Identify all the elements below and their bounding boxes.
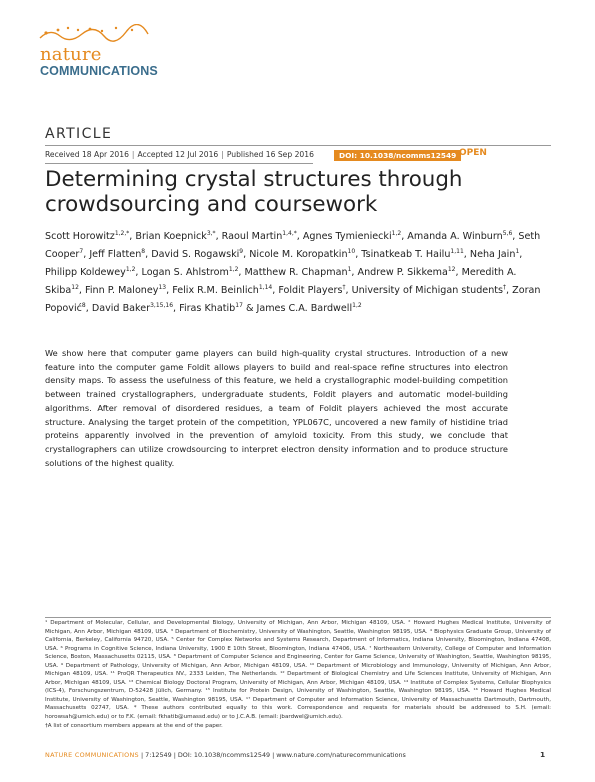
article-title: Determining crystal structures through crowdsourcing and coursework [45,167,463,217]
author-name: Zoran Popović [45,285,541,314]
author-affiliation: 1,2 [125,265,136,273]
author-affiliation: 1,2 [391,229,402,237]
open-access-label: OPEN [459,148,487,158]
published-date: Published 16 Sep 2016 [226,150,314,159]
author-name: Scott Horowitz [45,231,115,242]
author-name: Seth Cooper [45,231,541,260]
author-name: Jeff Flatten [89,249,142,260]
author-name: Brian Koepnick [135,231,207,242]
footnote-rule [45,617,551,618]
article-type-label: ARTICLE [45,126,113,142]
author-name: Logan S. Ahlstrom [141,267,229,278]
author-affiliation: 12 [71,283,79,291]
logo-communications: COMMUNICATIONS [40,64,158,78]
author-name: Andrew P. Sikkema [357,267,448,278]
author-affiliation: 5,6 [502,229,513,237]
author-name: Firas Khatib [179,303,236,314]
author-affiliation: 3,* [206,229,216,237]
author-name: Philipp Koldewey [45,267,126,278]
article-dates [45,150,314,159]
author-name: David S. Rogawski [151,249,240,260]
footer-journal-name: NATURE COMMUNICATIONS [45,751,139,759]
author-name: Meredith A. Skiba [45,267,517,296]
accepted-date: Accepted 12 Jul 2016 [137,150,219,159]
logo-nature: nature [40,44,102,65]
page-footer [45,751,406,759]
author-affiliation: 1 [347,265,352,273]
received-date: Received 18 Apr 2016 [45,150,129,159]
page-number: 1 [540,750,546,759]
author-affiliation: 1,14 [258,283,273,291]
author-affiliation: 12 [447,265,456,273]
author-name: Agnes Tymieniecki [302,231,392,242]
author-list: Scott Horowitz$^{1,2,*}$, Brian Koepnick$^{3,*}$, Raoul Martin$^{1,4,*}$, Agnes Tymieniecki$^{1,2}$, Amanda A. Winburn$^{5,6}$, Seth Cooper$^7$, Jeff Flatten$^8$, David S. Rogawski$^9$, Nicole M. Koropatkin$^{10}$, Tsinatkeab T. Hailu$^{1,11}$, Neha Jain$^1$, Philipp Koldewey$^{1,2}$, Logan S. Ahlstrom$^{1,2}$, Matthew R. Chapman$^1$, Andrew P. Sikkema$^{12}$, Meredith A. Skiba$^{12}$, Finn P. Maloney$^{13}$, Felix R.M. Beinlich$^{1,14}$, Foldit Players†, University of Michigan students†, Zoran Popović$^8$, David Baker$^{3,15,16}$, Firas Khatib$^{17}$ & James C.A. Bardwell$^{1,2}$ [45,229,541,314]
author-name: James C.A. Bardwell [256,303,353,314]
author-name: Nicole M. Koropatkin [249,249,348,260]
author-name: Raoul Martin [221,231,283,242]
affiliations-footnote: ¹ Department of Molecular, Cellular, and Developmental Biology, University of Michigan, Ann Arbor, Michigan 48109, USA. ² Howard Hughes Medical Institute, University of Michigan, Ann Arbor, Michigan 48109, USA. ³ Department of Biochemistry, University of Washington, Seattle, Washington 98195, USA. ⁴ Biophysics Graduate Group, University of California, Berkeley, California 94720, USA. ⁵ Center for Complex Networks and Systems Research, Department of Informatics, Indiana University, Bloomington, Indiana 47408, USA. ⁶ Programs in Cognitive Science, Indiana University, 1900 E 10th Street, Bloomington, Indiana 47406, USA. ⁷ Northeastern University, College of Computer and Information Science, Boston, Massachusetts 02115, USA. ⁸ Department of Computer Science and Engineering, Center for Game Science, University of Washington, Seattle, Washington 98195, USA. ⁹ Department of Pathology, University of Michigan, Ann Arbor, Michigan 48109, USA. ¹⁰ Department of Microbiology and Immunology, University of Michigan, Ann Arbor, Michigan 48109, USA. ¹¹ ProQR Therapeutics NV., 2333 Leiden, The Netherlands. ¹² Department of Biological Chemistry and Life Sciences Institute, University of Michigan, Ann Arbor, Michigan 48109, USA. ¹³ Chemical Biology Doctoral Program, University of Michigan, Ann Arbor, Michigan 48109, USA. ¹⁴ Institute of Complex Systems, Cellular Biophysics (ICS-4), Forschungszentrum, D-52428 Jülich, Germany. ¹⁵ Institute for Protein Design, University of Washington, Seattle, Washington 98195, USA. ¹⁶ Howard Hughes Medical Institute, University of Washington, Seattle, Washington 98195, USA. ¹⁷ Department of Computer and Information Science, University of Massachusetts Dartmouth, Dartmouth, Massachusetts 02747, USA. * These authors contributed equally to this work. Correspondence and requests for materials should be addressed to S.H. (email: horowsah@umich.edu) or to F.K. (email: fkhatib@umassd.edu) or to J.C.A.B. (email: jbardwel@umich.edu). [45,620,551,721]
author-affiliation: 1,11 [450,247,464,255]
author-name: Amanda A. Winburn [407,231,503,242]
author-affiliation: 1,4,* [282,229,297,237]
author-affiliation: † [503,283,507,291]
meta-rule [45,163,313,164]
author-affiliation: 7 [79,247,84,255]
author-name: Matthew R. Chapman [244,267,348,278]
author-affiliation: 10 [347,247,356,255]
header-rule [45,145,551,146]
author-affiliation: 8 [141,247,146,255]
date-separator: | [221,150,224,159]
author-affiliation: 13 [158,283,167,291]
author-name: David Baker [91,303,151,314]
author-affiliation: 3,15,16 [150,301,174,309]
author-affiliation: 1,2,* [114,229,130,237]
author-affiliation: 8 [81,301,86,309]
date-separator: | [131,150,135,159]
author-name: Neha Jain [469,249,516,260]
author-affiliation: 9 [239,247,244,255]
author-name: Tsinatkeab T. Hailu [361,249,451,260]
author-affiliation: 1,2 [352,301,362,309]
footnotes [45,619,551,730]
author-affiliation: 1 [515,247,520,255]
footer-citation: | 7:12549 | DOI: 10.1038/ncomms12549 | www.nature.com/naturecommunications [138,751,406,759]
author-affiliation: † [342,283,346,291]
doi-badge[interactable]: DOI: 10.1038/ncomms12549 [334,150,461,161]
author-affiliation: 1,2 [228,265,239,273]
logo-wave-icon [38,24,178,46]
author-name: Felix R.M. Beinlich [172,285,259,296]
author-name: Foldit Players [278,285,343,296]
author-name: Finn P. Maloney [85,285,159,296]
journal-logo [38,24,178,78]
consortium-footnote: †A list of consortium members appears at the end of the paper. [45,722,223,729]
author-name: University of Michigan students [351,285,504,296]
author-affiliation: 17 [235,301,243,309]
abstract: We show here that computer game players can build high-quality crystal structures. Introduction of a new feature into the computer game Foldit allows players to build and real-space refine structures into electron density maps. To assess the usefulness of this feature, we held a crystallographic model-building competition between trained crystallographers, undergraduate students, Foldit players and automatic model-building algorithms. After removal of disordered residues, a team of Foldit players achieved the most accurate structure. Analysing the target protein of the competition, YPL067C, uncovered a new family of histidine triad proteins apparently involved in the prevention of amyloid toxicity. From this study, we conclude that crystallographers can utilize crowdsourcing to interpret electron density information and to produce structure solutions of the highest quality. [45,348,508,468]
